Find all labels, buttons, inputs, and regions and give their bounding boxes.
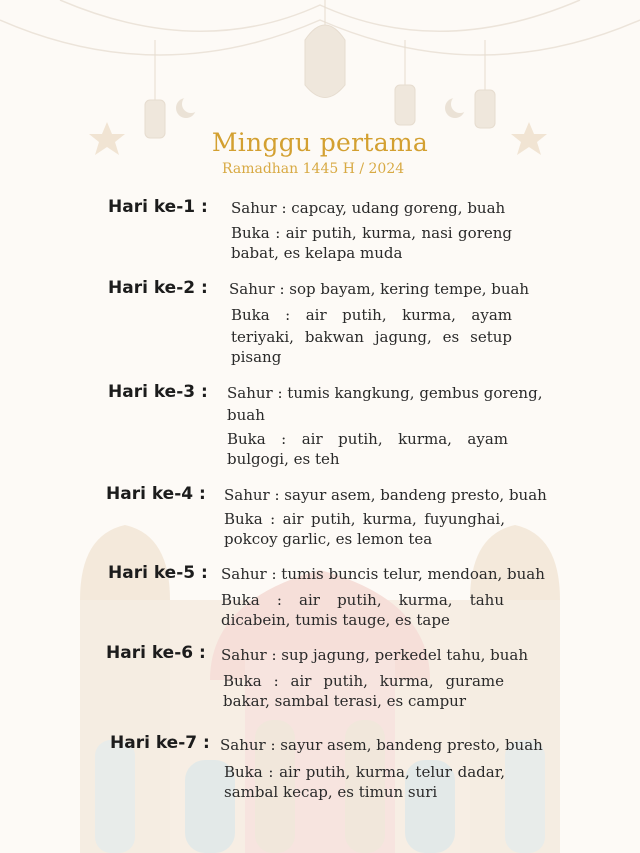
sahur-text: Sahur : tumis buncis telur, mendoan, buah xyxy=(221,565,545,583)
buka-text: teriyaki, bakwan jagung, es setup xyxy=(231,328,512,346)
day-label: Hari ke-4 : xyxy=(106,484,206,504)
sahur-text: Sahur : sop bayam, kering tempe, buah xyxy=(229,280,530,298)
day-label: Hari ke-3 : xyxy=(108,382,208,402)
sahur-text: buah xyxy=(227,406,265,424)
buka-text: babat, es kelapa muda xyxy=(231,244,403,262)
day-label: Hari ke-7 : xyxy=(110,733,210,753)
sahur-text: Sahur : capcay, udang goreng, buah xyxy=(231,199,506,217)
buka-text: Buka : air putih, kurma, gurame xyxy=(223,672,504,690)
buka-text: Buka : air putih, kurma, nasi goreng xyxy=(231,224,512,242)
buka-text: pisang xyxy=(231,348,282,366)
buka-text: sambal kecap, es timun suri xyxy=(224,783,438,801)
buka-text: Buka : air putih, kurma, tahu xyxy=(221,591,504,609)
sahur-text: Sahur : tumis kangkung, gembus goreng, xyxy=(227,384,543,402)
buka-text: bulgogi, es teh xyxy=(227,450,340,468)
buka-text: Buka : air putih, kurma, telur dadar, xyxy=(224,763,505,781)
buka-text: Buka : air putih, kurma, fuyunghai, xyxy=(224,510,505,528)
buka-text: Buka : air putih, kurma, ayam xyxy=(227,430,508,448)
sahur-text: Sahur : sayur asem, bandeng presto, buah xyxy=(220,736,543,754)
sahur-text: Sahur : sup jagung, perkedel tahu, buah xyxy=(221,646,529,664)
buka-text: Buka : air putih, kurma, ayam xyxy=(231,306,512,324)
day-label: Hari ke-6 : xyxy=(106,643,206,663)
crescent-decoration xyxy=(176,95,469,118)
day-label: Hari ke-1 : xyxy=(108,197,208,217)
buka-text: dicabein, tumis tauge, es tape xyxy=(221,611,450,629)
buka-text: bakar, sambal terasi, es campur xyxy=(223,692,467,710)
day-label: Hari ke-2 : xyxy=(108,278,208,298)
sahur-text: Sahur : sayur asem, bandeng presto, buah xyxy=(224,486,547,504)
page-title: Minggu pertama xyxy=(211,128,429,157)
page-subtitle: Ramadhan 1445 H / 2024 xyxy=(222,161,405,177)
day-label: Hari ke-5 : xyxy=(108,563,208,583)
buka-text: pokcoy garlic, es lemon tea xyxy=(224,530,433,548)
